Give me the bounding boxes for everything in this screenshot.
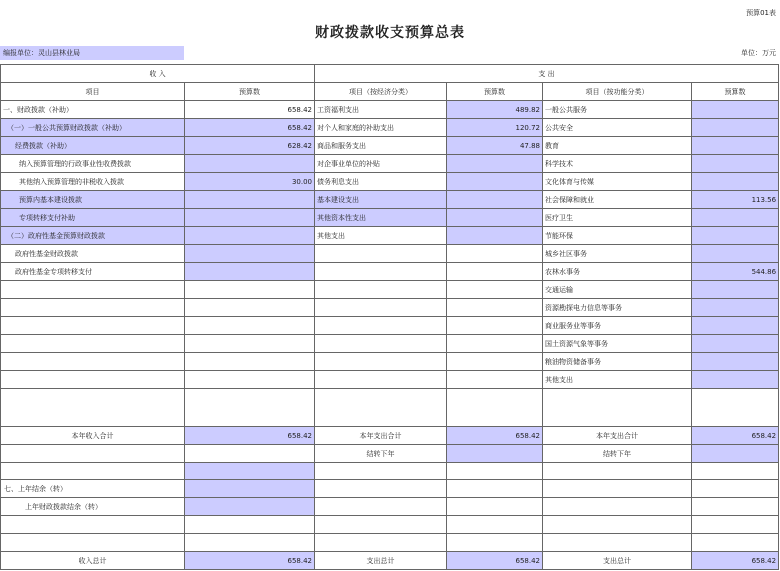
func-val-cell: 544.86	[692, 263, 779, 281]
econ-val-cell: 47.88	[447, 137, 543, 155]
econ-val-cell	[447, 299, 543, 317]
table-row	[1, 173, 779, 191]
econ-item-cell: 对个人和家庭的补助支出	[315, 119, 447, 137]
table-row	[1, 227, 779, 245]
cell	[185, 498, 315, 516]
func-item-cell: 医疗卫生	[543, 209, 692, 227]
econ-item-cell	[315, 353, 447, 371]
col-budget: 预算数	[185, 83, 315, 101]
income-item-cell: 政府性基金财政拨款	[1, 245, 185, 263]
cell	[1, 516, 185, 534]
income-header: 收 入	[1, 65, 315, 83]
cell	[185, 516, 315, 534]
econ-item-cell: 债务利息支出	[315, 173, 447, 191]
income-val-cell	[185, 335, 315, 353]
func-val-cell	[692, 299, 779, 317]
func-item-cell: 公共安全	[543, 119, 692, 137]
income-total-value: 658.42	[185, 427, 315, 445]
income-val-cell: 30.00	[185, 173, 315, 191]
cell	[543, 480, 692, 498]
income-item-cell	[1, 335, 185, 353]
func-val-cell	[692, 209, 779, 227]
func-item-cell: 文化体育与传媒	[543, 173, 692, 191]
cell	[692, 445, 779, 463]
econ-val-cell	[447, 317, 543, 335]
func-val-cell	[692, 155, 779, 173]
econ-item-cell: 其他资本性支出	[315, 209, 447, 227]
prev-year-sub-label: 上年财政拨款结余（转）	[1, 498, 185, 516]
econ-item-cell	[315, 335, 447, 353]
income-item-cell: 纳入预算管理的行政事业性收费拨款	[1, 155, 185, 173]
currency-unit: 单位：万元	[741, 49, 776, 57]
cell	[315, 463, 447, 480]
table-row	[1, 371, 779, 389]
func-item-cell: 教育	[543, 137, 692, 155]
cell	[447, 445, 543, 463]
income-item-cell: （一）一般公共预算财政拨款（补助）	[1, 119, 185, 137]
func-val-cell: 113.56	[692, 191, 779, 209]
income-val-cell	[185, 155, 315, 173]
table-row	[1, 137, 779, 155]
income-item-cell: 专项转移支付补助	[1, 209, 185, 227]
income-val-cell	[185, 263, 315, 281]
econ-val-cell	[447, 191, 543, 209]
spacer-row	[1, 389, 779, 427]
cell	[447, 480, 543, 498]
cell	[692, 534, 779, 552]
func-item-cell: 其他支出	[543, 371, 692, 389]
econ-item-cell	[315, 371, 447, 389]
cell	[692, 389, 779, 427]
cell	[447, 516, 543, 534]
func-item-cell: 资源勘探电力信息等事务	[543, 299, 692, 317]
income-item-cell: 经费拨款（补助）	[1, 137, 185, 155]
func-total-label: 本年支出合计	[543, 427, 692, 445]
carry-row	[1, 445, 779, 463]
table-row	[1, 209, 779, 227]
carry-econ-label: 结转下年	[315, 445, 447, 463]
func-val-cell	[692, 101, 779, 119]
expense-header: 支 出	[315, 65, 779, 83]
grand-func-label: 支出总计	[543, 552, 692, 570]
func-val-cell	[692, 371, 779, 389]
income-val-cell	[185, 371, 315, 389]
econ-val-cell	[447, 155, 543, 173]
reporting-unit: 编报单位：灵山县林业局	[0, 46, 184, 60]
cell	[447, 534, 543, 552]
income-total-label: 本年收入合计	[1, 427, 185, 445]
cell	[1, 463, 185, 480]
econ-val-cell	[447, 227, 543, 245]
income-val-cell	[185, 191, 315, 209]
func-val-cell	[692, 227, 779, 245]
income-item-cell	[1, 299, 185, 317]
cell	[692, 480, 779, 498]
func-val-cell	[692, 317, 779, 335]
cell	[315, 516, 447, 534]
cell	[315, 498, 447, 516]
table-row	[1, 119, 779, 137]
econ-item-cell: 对企事业单位的补贴	[315, 155, 447, 173]
func-item-cell: 城乡社区事务	[543, 245, 692, 263]
func-item-cell: 节能环保	[543, 227, 692, 245]
income-item-cell	[1, 353, 185, 371]
income-item-cell: （二）政府性基金预算财政拨款	[1, 227, 185, 245]
func-item-cell: 社会保障和就业	[543, 191, 692, 209]
table-row	[1, 155, 779, 173]
cell	[692, 516, 779, 534]
cell	[185, 463, 315, 480]
income-item-cell: 其他纳入预算管理的非税收入拨款	[1, 173, 185, 191]
cell	[185, 445, 315, 463]
cell	[692, 463, 779, 480]
cell	[1, 534, 185, 552]
table-row	[1, 299, 779, 317]
income-val-cell	[185, 281, 315, 299]
income-val-cell: 658.42	[185, 119, 315, 137]
prev-year-row	[1, 480, 779, 498]
func-val-cell	[692, 335, 779, 353]
econ-item-cell: 基本建设支出	[315, 191, 447, 209]
func-val-cell	[692, 119, 779, 137]
econ-item-cell	[315, 281, 447, 299]
func-val-cell	[692, 281, 779, 299]
grand-income-label: 收入总计	[1, 552, 185, 570]
table-row	[1, 245, 779, 263]
econ-item-cell	[315, 317, 447, 335]
page-title: 财政拨款收支预算总表	[315, 25, 465, 41]
cell	[692, 498, 779, 516]
func-item-cell: 农林水事务	[543, 263, 692, 281]
cell	[315, 480, 447, 498]
cell	[1, 389, 185, 427]
cell	[543, 516, 692, 534]
econ-val-cell: 489.82	[447, 101, 543, 119]
cell	[1, 445, 185, 463]
income-item-cell: 政府性基金专项转移支付	[1, 263, 185, 281]
grand-func-value: 658.42	[692, 552, 779, 570]
econ-val-cell	[447, 245, 543, 263]
func-val-cell	[692, 137, 779, 155]
income-item-cell: 预算内基本建设拨款	[1, 191, 185, 209]
prev-year-sub-row	[1, 498, 779, 516]
func-val-cell	[692, 353, 779, 371]
econ-val-cell: 120.72	[447, 119, 543, 137]
func-item-cell: 一般公共服务	[543, 101, 692, 119]
cell	[447, 463, 543, 480]
spacer-row	[1, 463, 779, 480]
table-row	[1, 191, 779, 209]
grand-econ-label: 支出总计	[315, 552, 447, 570]
econ-val-cell	[447, 281, 543, 299]
econ-item-cell	[315, 245, 447, 263]
income-val-cell: 628.42	[185, 137, 315, 155]
income-item-cell	[1, 371, 185, 389]
func-item-cell: 交通运输	[543, 281, 692, 299]
cell	[447, 498, 543, 516]
func-total-value: 658.42	[692, 427, 779, 445]
income-item-cell	[1, 317, 185, 335]
econ-val-cell	[447, 263, 543, 281]
budget-table	[0, 64, 779, 570]
func-val-cell	[692, 245, 779, 263]
cell	[185, 389, 315, 427]
econ-item-cell	[315, 263, 447, 281]
spacer-row	[1, 516, 779, 534]
table-code: 预算01表	[746, 9, 776, 17]
cell	[315, 389, 447, 427]
cell	[543, 534, 692, 552]
col-item-func: 项目（按功能分类）	[543, 83, 692, 101]
cell	[315, 534, 447, 552]
cell	[447, 389, 543, 427]
table-row	[1, 335, 779, 353]
spacer-row	[1, 534, 779, 552]
table-row	[1, 281, 779, 299]
func-item-cell: 科学技术	[543, 155, 692, 173]
prev-year-label: 七、上年结余（转）	[1, 480, 185, 498]
econ-item-cell: 其他支出	[315, 227, 447, 245]
econ-val-cell	[447, 371, 543, 389]
col-item: 项目	[1, 83, 185, 101]
cell	[185, 480, 315, 498]
grand-income-value: 658.42	[185, 552, 315, 570]
econ-item-cell	[315, 299, 447, 317]
col-item-econ: 项目（按经济分类）	[315, 83, 447, 101]
cell	[185, 534, 315, 552]
totals-row	[1, 427, 779, 445]
income-val-cell: 658.42	[185, 101, 315, 119]
carry-func-label: 结转下年	[543, 445, 692, 463]
econ-val-cell	[447, 209, 543, 227]
income-val-cell	[185, 317, 315, 335]
econ-val-cell	[447, 173, 543, 191]
unit-row	[0, 46, 780, 60]
func-item-cell: 商业服务业等事务	[543, 317, 692, 335]
func-item-cell: 国土资源气象等事务	[543, 335, 692, 353]
func-val-cell	[692, 173, 779, 191]
cell	[543, 389, 692, 427]
income-val-cell	[185, 227, 315, 245]
econ-val-cell	[447, 353, 543, 371]
header-col-row	[1, 83, 779, 101]
func-item-cell: 粮油物资储备事务	[543, 353, 692, 371]
econ-item-cell: 工资福利支出	[315, 101, 447, 119]
income-val-cell	[185, 353, 315, 371]
income-val-cell	[185, 245, 315, 263]
econ-total-label: 本年支出合计	[315, 427, 447, 445]
table-row	[1, 101, 779, 119]
income-item-cell	[1, 281, 185, 299]
table-row	[1, 353, 779, 371]
econ-val-cell	[447, 335, 543, 353]
table-row	[1, 317, 779, 335]
cell	[543, 498, 692, 516]
table-row	[1, 263, 779, 281]
income-item-cell: 一、财政拨款（补助）	[1, 101, 185, 119]
grand-econ-value: 658.42	[447, 552, 543, 570]
header-group-row	[1, 65, 779, 83]
grand-total-row	[1, 552, 779, 570]
col-budget: 预算数	[447, 83, 543, 101]
income-val-cell	[185, 209, 315, 227]
income-val-cell	[185, 299, 315, 317]
econ-item-cell: 商品和服务支出	[315, 137, 447, 155]
col-budget: 预算数	[692, 83, 779, 101]
econ-total-value: 658.42	[447, 427, 543, 445]
cell	[543, 463, 692, 480]
